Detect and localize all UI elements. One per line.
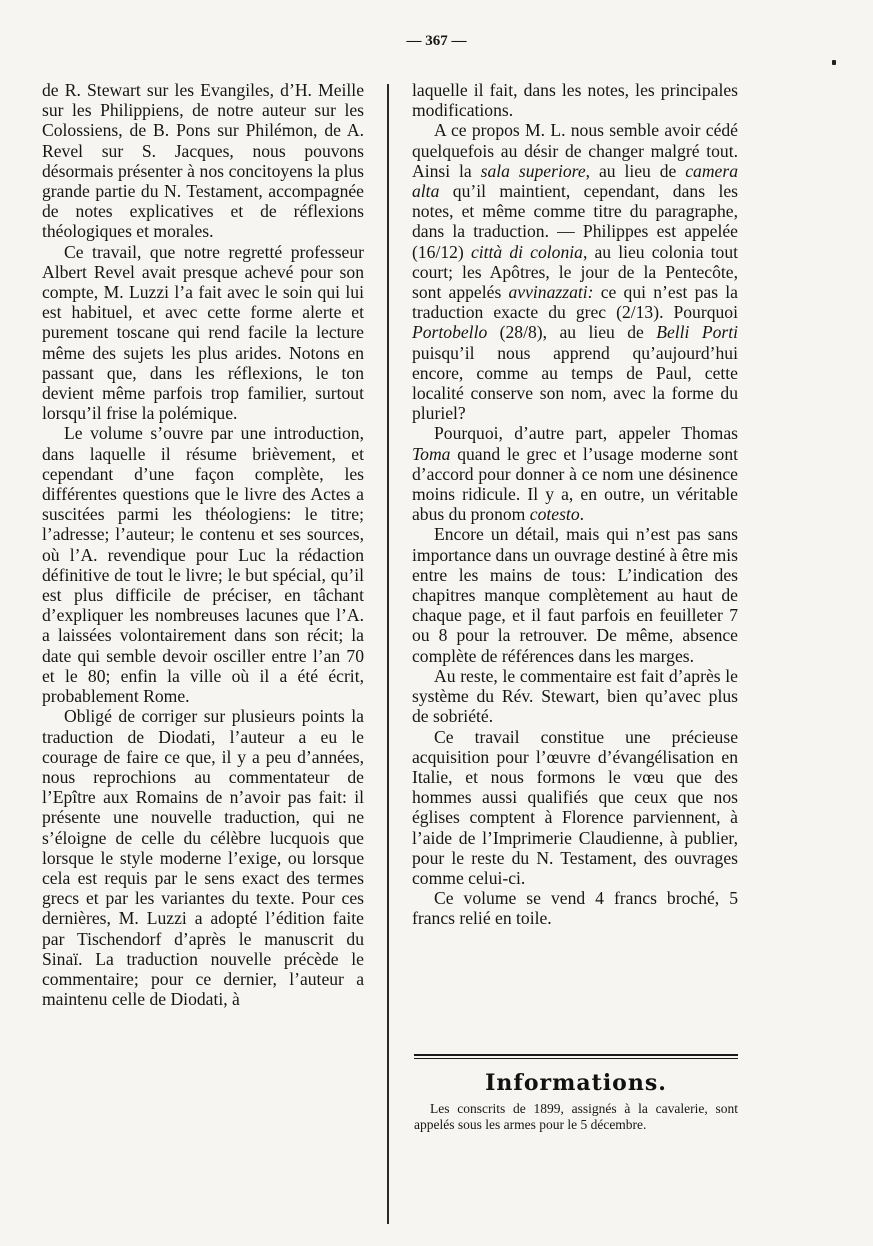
paragraph: Obligé de corriger sur plusieurs points la traduction de Diodati, l’auteur a eu le courage de faire ce que, il y a peu d’années, nous reprochions au commentateur de l’Epître aux Romains de n’avoir pas fait: il présente une nouvelle traduction, qui ne s’éloigne de celle du célèbre lucquois que lorsque le style moderne l’exige, ou lorsque cela est requis par le sens exact des termes grecs et par les variantes du texte. Pour ces dernières, M. Luzzi a adopté l’édition faite par Tischendorf d’après le manuscrit du Sinaï. La traduction nouvelle précède le commentaire; pour ce dernier, l’auteur a maintenu celle de Diodati, à — [42, 706, 364, 1010]
italic-term: Belli Porti — [656, 322, 738, 343]
paragraph: de R. Stewart sur les Evangiles, d’H. Meille sur les Philippiens, de notre auteur sur les Colossiens, de B. Pons sur Philémon, de A. Revel sur S. Jacques, nous pouvons désormais présenter à nos concitoyens la plus grande partie du N. Testament, accompagnée de notes explicatives et de réflexions théologiques et morales. — [42, 80, 364, 242]
paragraph — [412, 120, 738, 423]
text-run: qu’il maintient, cependant, dans les notes, et même comme titre du paragraphe, dans la traduction. — Philippes est appelée (16/12) — [412, 181, 738, 262]
column-divider — [387, 84, 389, 1224]
informations-paragraph: Les conscrits de 1899, assignés à la cavalerie, sont appelés sous les armes pour le 5 décembre. — [414, 1101, 738, 1132]
page-number: — 367 — — [406, 33, 467, 49]
ink-speck — [832, 60, 836, 65]
section-heading: Informations. — [485, 1070, 667, 1096]
left-column — [42, 80, 364, 1009]
paragraph — [412, 423, 738, 524]
paragraph — [412, 888, 738, 928]
paragraph: Ce travail, que notre regretté professeur Albert Revel avait presque achevé pour son compte, M. Luzzi l’a fait avec le soin qui lui est habituel, et avec cette forme alerte et purement toscane qui rend facile la lecture même des sujets les plus arides. Notons en passant que, dans les réflexions, le ton devient même parfois trop familier, surtout lorsqu’il frise la polémique. — [42, 241, 364, 424]
text-run: A ce propos M. L. nous semble avoir cédé quelquefois au désir de changer malgré tout. Ainsi la — [412, 120, 738, 181]
paragraph — [412, 80, 738, 120]
right-column — [412, 80, 738, 929]
paragraph — [412, 727, 738, 889]
paragraph — [412, 666, 738, 727]
text-run: ce qui n’est pas la traduction exacte du grec (2/13). Pourquoi — [412, 282, 738, 323]
text-run: puisqu’il nous apprend qu’aujourd’hui encore, comme au temps de Paul, cette localité conserve son nom, avec la forme du pluriel? — [412, 342, 738, 424]
text-run: (28/8), au lieu de — [487, 322, 657, 343]
text-run: Ce travail constitue une précieuse acquisition pour l’œuvre d’évangélisation en Italie, et nous formons le vœu que des hommes aussi qualifiés que ceux que nos églises comptent à Florence parviennent, à l’aide de l’Imprimerie Claudienne, à publier, pour le reste du N. Testament, des ouvrages comme celui-ci. — [412, 726, 738, 888]
italic-term: città di colonia — [470, 241, 583, 262]
text-run: . — [579, 504, 585, 525]
text-run: Pourquoi, d’autre part, appeler Thomas — [434, 423, 738, 444]
text-run: quand le grec et l’usage moderne sont d’accord pour donner à ce nom une désinence moins ridicule. Il y a, en outre, un véritable abus du pronom — [412, 443, 738, 525]
text-run: Ce volume se vend 4 francs broché, 5 francs relié en toile. — [412, 888, 738, 929]
text-run: Encore un détail, mais qui n’est pas sans importance dans un ouvrage destiné à être mis entre les mains de tous: L’indication des chapitres manque complètement au haut de chaque page, et il faut parfois en feuilleter 7 ou 8 pour la retrouver. De même, absence complète de références dans les marges. — [412, 524, 738, 666]
text-run: , au lieu colonia tout court; les Apôtres, le jour de la Pentecôte, sont appelés — [412, 241, 739, 303]
italic-term: camera alta — [412, 160, 738, 202]
paragraph — [412, 524, 738, 665]
italic-term: sala superiore — [480, 160, 586, 181]
italic-term: Toma — [412, 443, 451, 464]
text-run: , au lieu de — [585, 160, 686, 181]
paragraph: Le volume s’ouvre par une introduction, dans laquelle il résume brièvement, et cependant d’une façon complète, les différentes questions que le livre des Actes a suscitées parmi les théologiens: le titre; l’adresse; l’auteur; le contenu et ses sources, où l’A. revendique pour Luc la rédaction définitive de tout le livre; le but spécial, qu’il est plus difficile de préciser, en tâchant d’expliquer les nombreuses lacunes que l’A. a laissées volontairement dans son récit; la date qui semble devoir osciller entre l’an 70 et le 80; enfin la ville où il a été écrit, probablement Rome. — [42, 423, 364, 707]
italic-term: cotesto — [529, 504, 580, 525]
italic-term: avvinazzati: — [508, 282, 594, 303]
informations-body — [414, 1101, 738, 1133]
section-rule — [414, 1054, 738, 1059]
italic-term: Portobello — [412, 322, 488, 343]
text-run: laquelle il fait, dans les notes, les principales modifications. — [412, 80, 738, 121]
text-run: Au reste, le commentaire est fait d’après le système du Rév. Stewart, bien qu’avec plus de sobriété. — [412, 665, 738, 727]
